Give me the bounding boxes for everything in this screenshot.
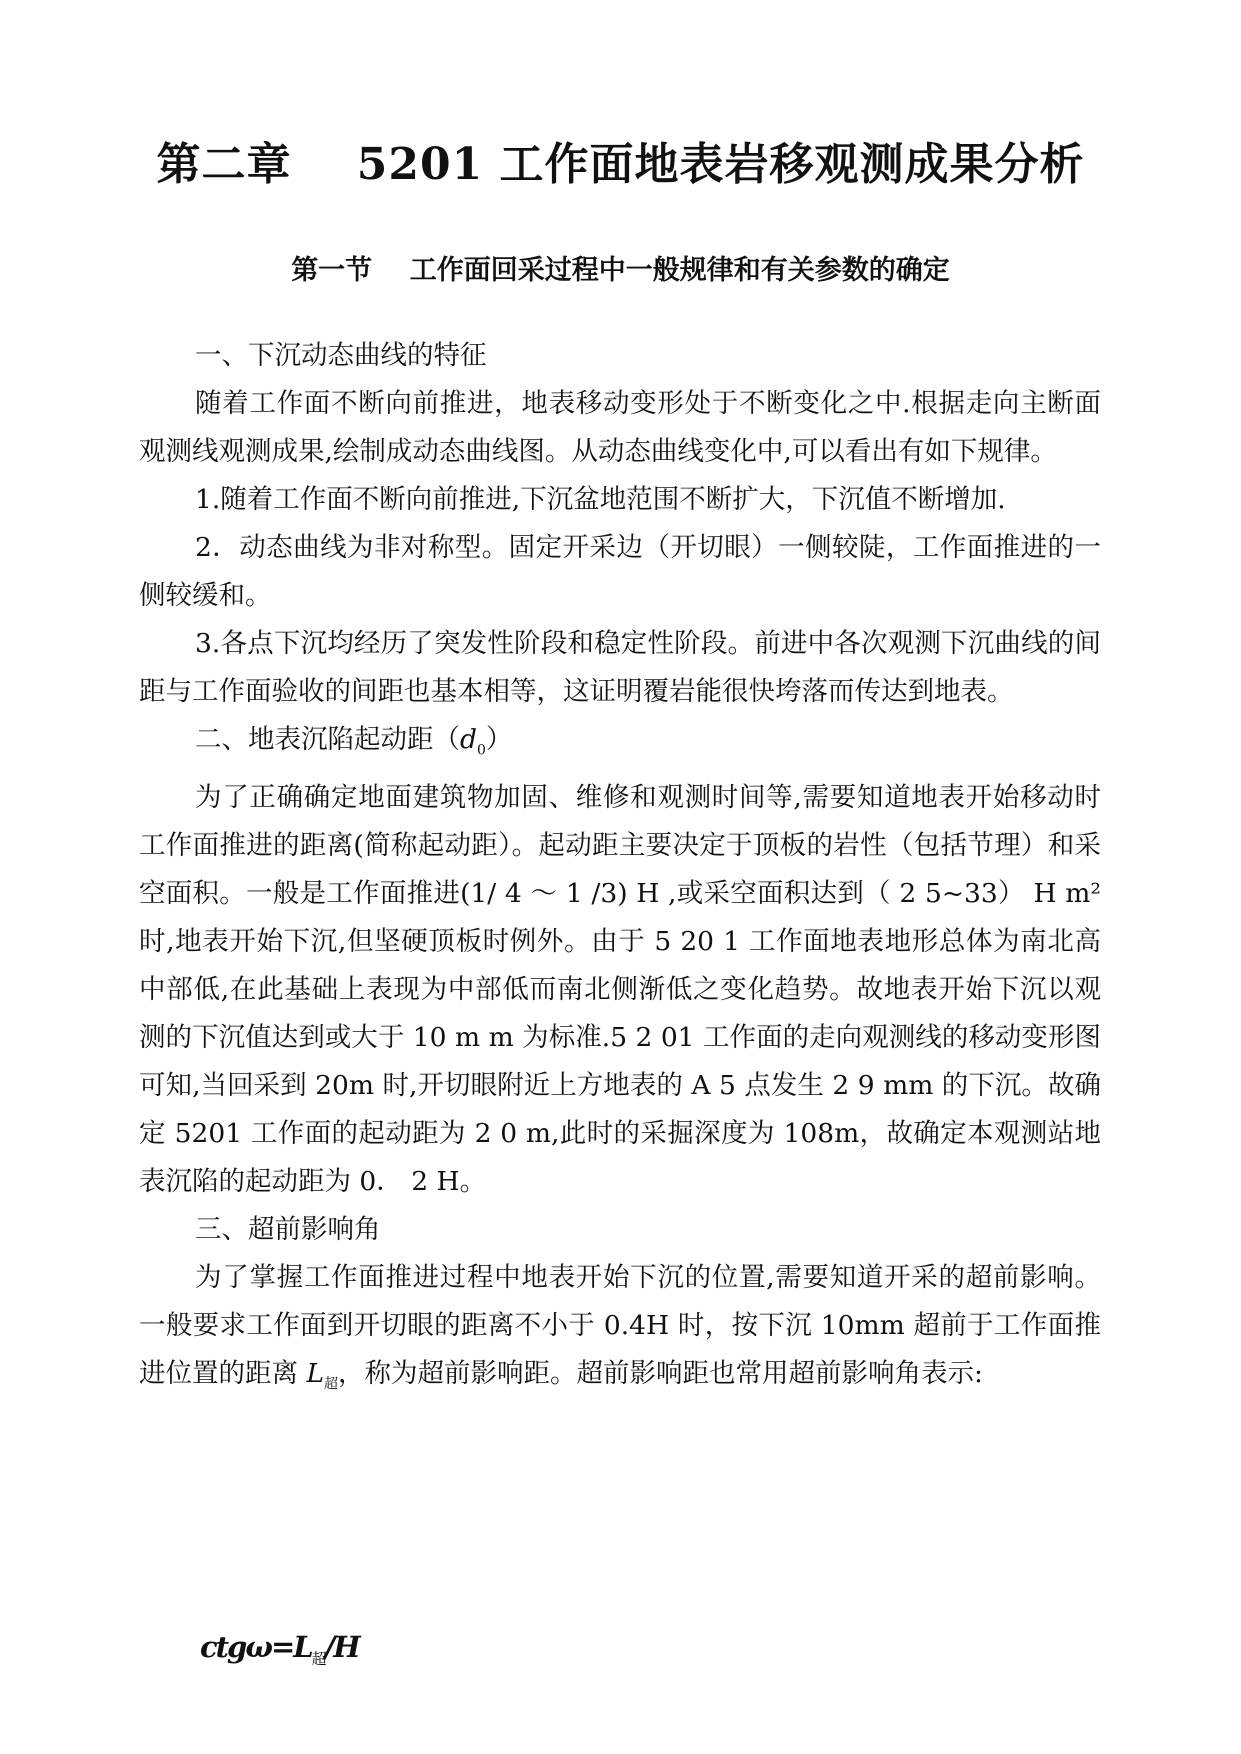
advance-distance-subscript: 超 xyxy=(324,1376,339,1393)
list-item-2: 2．动态曲线为非对称型。固定开采边（开切眼）一侧较陡，工作面推进的一侧较缓和。 xyxy=(139,532,1101,611)
list-item-1: 1.随着工作面不断向前推进,下沉盆地范围不断扩大，下沉值不断增加. xyxy=(195,484,1006,515)
heading-advance-angle: 三、超前影响角 xyxy=(195,1214,381,1246)
heading-subsidence-curve: 一、下沉动态曲线的特征 xyxy=(195,340,487,371)
formula-main: ctgω=L xyxy=(200,1630,312,1664)
heading-start-distance-variable: d xyxy=(460,724,477,755)
paragraph-start-distance: 为了正确确定地面建筑物加固、维修和观测时间等,需要知道地表开始移动时工作面推进的距离(简称起动距）。起动距主要决定于顶板的岩性（包括节理）和采空面积。一般是工作面推进(1/ 4 ～ 1 /3) H ,或采空面积达到（ 2 5~33） H m² 时,地表开始下沉,但坚硬顶板时例外。由于 5 20 1 工作面地表地形总体为南北高中部低,在此基础上表现为中部低而南北侧渐低之变化趋势。故地表开始下沉以观测的下沉值达到或大于 10 m m 为标准.5 2 01 工作面的走向观测线的移动变形图可知,当回采到 20m 时,开切眼附近上方地表的 A 5 点发生 2 9 mm 的下沉。故确定 5201 工作面的起动距为 2 0 m,此时的采掘深度为 108m，故确定本观测站地表沉陷的起动距为 0． 2 H。 xyxy=(139,782,1101,1198)
list-item-3: 3.各点下沉均经历了突发性阶段和稳定性阶段。前进中各次观测下沉曲线的间距与工作面验收的间距也基本相等，这证明覆岩能很快垮落而传达到地表。 xyxy=(139,628,1101,707)
heading-start-distance-prefix: 二、地表沉陷起动距（ xyxy=(195,724,460,755)
advance-angle-formula xyxy=(200,1630,359,1669)
section-title: 第一节 工作面回采过程中一般规律和有关参数的确定 xyxy=(291,255,950,286)
formula-tail: /H xyxy=(324,1630,359,1664)
paragraph-advance-angle-prefix: 为了掌握工作面推进过程中地表开始下沉的位置,需要知道开采的超前影响。一般要求工作面到开切眼的距离不小于 0.4H 时，按下沉 10mm 超前于工作面推进位置的距离 xyxy=(139,1262,1101,1390)
formula-subscript: 超 xyxy=(311,1649,325,1668)
paragraph-advance-angle xyxy=(139,1254,1101,1408)
chapter-title: 第二章 5201 工作面地表岩移观测成果分析 xyxy=(156,139,1085,190)
document-body xyxy=(139,332,1101,1409)
advance-distance-variable: L xyxy=(306,1358,325,1390)
heading-start-distance xyxy=(139,716,1101,774)
paragraph-advance-angle-suffix: ，称为超前影响距。超前影响距也常用超前影响角表示: xyxy=(338,1358,983,1390)
heading-start-distance-subscript: 0 xyxy=(476,742,486,759)
heading-start-distance-suffix: ） xyxy=(485,724,513,755)
paragraph-dynamic-curve: 随着工作面不断向前推进，地表移动变形处于不断变化之中.根据走向主断面观测线观测成果,绘制成动态曲线图。从动态曲线变化中,可以看出有如下规律。 xyxy=(139,388,1101,467)
